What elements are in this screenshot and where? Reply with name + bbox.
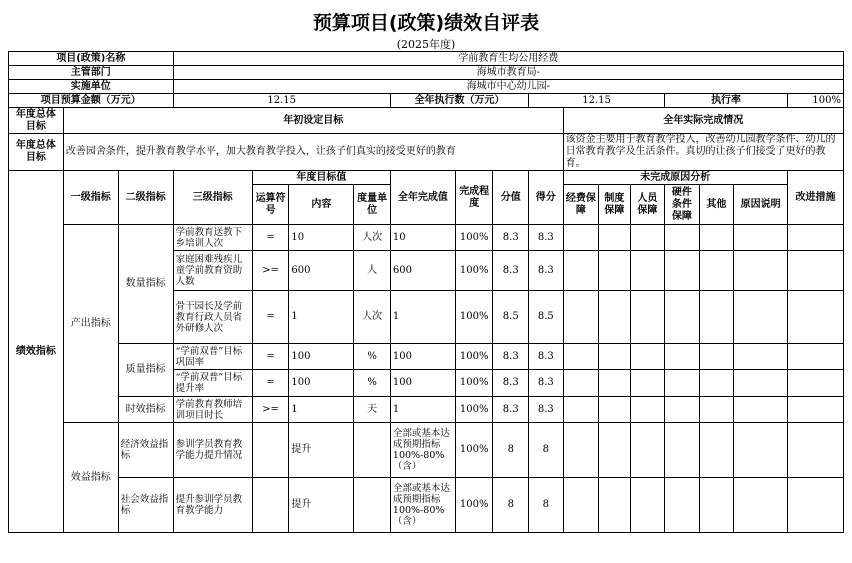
empty-cell <box>630 291 665 344</box>
content-header: 内容 <box>289 185 354 225</box>
empty-cell <box>788 344 844 370</box>
indicator-unit: 人 <box>354 251 391 291</box>
empty-cell <box>734 291 788 344</box>
indicator-full-score: 8.3 <box>493 344 529 370</box>
empty-cell <box>630 397 665 423</box>
group-econ: 经济效益指标 <box>118 423 173 478</box>
unit-header: 度量单位 <box>354 185 391 225</box>
indicator-unit: 人次 <box>354 291 391 344</box>
project-name-value: 学前教育生均公用经费 <box>173 52 843 66</box>
perf-indicator-label: 绩效指标 <box>9 171 64 533</box>
empty-cell <box>734 478 788 533</box>
empty-cell <box>563 370 599 397</box>
empty-cell <box>699 478 734 533</box>
dept-value: 海城市教育局- <box>173 66 843 80</box>
indicator-degree: 100% <box>455 478 493 533</box>
initial-goal-header: 年初设定目标 <box>63 108 563 134</box>
group-quality: 质量指标 <box>118 344 173 397</box>
indicator-score: 8.3 <box>529 344 564 370</box>
indicator-score: 8.3 <box>529 370 564 397</box>
goal-row-label: 年度总体目标 <box>9 134 64 171</box>
indicator-op: = <box>252 344 289 370</box>
group-social: 社会效益指标 <box>118 478 173 533</box>
reason-desc-header: 原因说明 <box>734 185 788 225</box>
level1-header: 一级指标 <box>63 171 118 225</box>
group-quantity: 数量指标 <box>118 225 173 344</box>
indicator-full-score: 8.3 <box>493 225 529 251</box>
empty-cell <box>665 397 700 423</box>
indicator-name: 学前教育教师培训项目时长 <box>173 397 252 423</box>
indicator-content: 提升 <box>289 423 354 478</box>
indicator-full-score: 8.3 <box>493 251 529 291</box>
indicator-content: 1 <box>289 291 354 344</box>
indicator-unit: % <box>354 344 391 370</box>
indicator-name: “学前双普”目标巩固率 <box>173 344 252 370</box>
empty-cell <box>788 397 844 423</box>
empty-cell <box>788 225 844 251</box>
indicator-op <box>252 423 289 478</box>
indicator-value: 10 <box>390 225 455 251</box>
empty-cell <box>734 344 788 370</box>
empty-cell <box>599 478 630 533</box>
indicator-op: = <box>252 291 289 344</box>
indicator-score: 8.3 <box>529 225 564 251</box>
indicator-value: 100 <box>390 344 455 370</box>
indicator-degree: 100% <box>455 370 493 397</box>
full-score-header: 分值 <box>493 171 529 225</box>
indicator-unit <box>354 478 391 533</box>
empty-cell <box>599 291 630 344</box>
empty-cell <box>630 478 665 533</box>
empty-cell <box>699 344 734 370</box>
rate-label: 执行率 <box>665 94 788 108</box>
unit-value: 海城市中心幼儿园- <box>173 80 843 94</box>
indicator-unit: 天 <box>354 397 391 423</box>
budget-value: 12.15 <box>173 94 390 108</box>
indicator-value: 1 <box>390 397 455 423</box>
indicator-score: 8 <box>529 423 564 478</box>
empty-cell <box>630 251 665 291</box>
indicator-full-score: 8 <box>493 478 529 533</box>
empty-cell <box>734 251 788 291</box>
indicator-unit <box>354 423 391 478</box>
indicator-score: 8.5 <box>529 291 564 344</box>
empty-cell <box>563 225 599 251</box>
empty-cell <box>630 423 665 478</box>
rate-value: 100% <box>788 94 844 108</box>
initial-goal-text: 改善园舍条件，提升教育教学水平，加大教育教学投入，让孩子们真实的接受更好的教育 <box>63 134 563 171</box>
indicator-value: 100 <box>390 370 455 397</box>
indicator-unit: % <box>354 370 391 397</box>
level3-header: 三级指标 <box>173 171 252 225</box>
indicator-name: 家庭困难残疾儿童学前教育资助人数 <box>173 251 252 291</box>
indicator-score: 8.3 <box>529 251 564 291</box>
indicator-degree: 100% <box>455 251 493 291</box>
empty-cell <box>699 225 734 251</box>
empty-cell <box>788 370 844 397</box>
indicator-full-score: 8.3 <box>493 370 529 397</box>
empty-cell <box>734 423 788 478</box>
reasons-header: 未完成原因分析 <box>563 171 787 185</box>
empty-cell <box>788 423 844 478</box>
exec-value: 12.15 <box>529 94 665 108</box>
empty-cell <box>699 423 734 478</box>
actual-goal-header: 全年实际完成情况 <box>563 108 843 134</box>
empty-cell <box>599 251 630 291</box>
empty-cell <box>665 370 700 397</box>
budget-label: 项目预算金额（万元） <box>9 94 174 108</box>
indicator-full-score: 8.5 <box>493 291 529 344</box>
indicator-op: = <box>252 225 289 251</box>
empty-cell <box>788 251 844 291</box>
project-name-label: 项目(政策)名称 <box>9 52 174 66</box>
indicator-content: 10 <box>289 225 354 251</box>
empty-cell <box>699 370 734 397</box>
degree-header: 完成程度 <box>455 171 493 225</box>
empty-cell <box>563 423 599 478</box>
group-output: 产出指标 <box>63 225 118 423</box>
empty-cell <box>734 397 788 423</box>
empty-cell <box>665 423 700 478</box>
indicator-full-score: 8.3 <box>493 397 529 423</box>
indicator-op: = <box>252 370 289 397</box>
completed-header: 全年完成值 <box>390 171 455 225</box>
indicator-content: 100 <box>289 344 354 370</box>
improve-header: 改进措施 <box>788 171 844 225</box>
op-header: 运算符号 <box>252 185 289 225</box>
indicator-content: 100 <box>289 370 354 397</box>
empty-cell <box>599 370 630 397</box>
indicator-unit: 人次 <box>354 225 391 251</box>
empty-cell <box>665 291 700 344</box>
empty-cell <box>599 397 630 423</box>
indicator-degree: 100% <box>455 397 493 423</box>
empty-cell <box>734 225 788 251</box>
empty-cell <box>665 344 700 370</box>
indicator-content: 600 <box>289 251 354 291</box>
indicator-op <box>252 478 289 533</box>
actual-goal-text: 该资金主要用于教育教学投入，改善幼儿园教学条件、幼儿的日常教育教学及生活条件。真切的让孩子们接受了更好的教育。 <box>563 134 843 171</box>
indicator-op: >= <box>252 251 289 291</box>
reason-other-header: 其他 <box>699 185 734 225</box>
group-benefit: 效益指标 <box>63 423 118 533</box>
empty-cell <box>665 251 700 291</box>
empty-cell <box>699 291 734 344</box>
indicator-full-score: 8 <box>493 423 529 478</box>
empty-cell <box>599 344 630 370</box>
annual-target-header: 年度目标值 <box>252 171 390 185</box>
empty-cell <box>665 225 700 251</box>
indicator-degree: 100% <box>455 291 493 344</box>
indicator-content: 1 <box>289 397 354 423</box>
indicator-degree: 100% <box>455 423 493 478</box>
dept-label: 主管部门 <box>9 66 174 80</box>
empty-cell <box>699 397 734 423</box>
empty-cell <box>599 423 630 478</box>
indicator-score: 8.3 <box>529 397 564 423</box>
empty-cell <box>788 478 844 533</box>
empty-cell <box>563 291 599 344</box>
empty-cell <box>699 251 734 291</box>
exec-label: 全年执行数（万元） <box>390 94 528 108</box>
indicator-value: 600 <box>390 251 455 291</box>
indicator-value: 1 <box>390 291 455 344</box>
reason-system-header: 制度保障 <box>599 185 630 225</box>
evaluation-table <box>8 51 844 533</box>
empty-cell <box>563 344 599 370</box>
indicator-value: 全部或基本达成预期指标100%-80%（含） <box>390 478 455 533</box>
empty-cell <box>630 370 665 397</box>
indicator-op: >= <box>252 397 289 423</box>
empty-cell <box>599 225 630 251</box>
empty-cell <box>665 478 700 533</box>
goal-header-label: 年度总体目标 <box>9 108 64 134</box>
indicator-score: 8 <box>529 478 564 533</box>
group-time: 时效指标 <box>118 397 173 423</box>
empty-cell <box>563 478 599 533</box>
indicator-name: 骨干园长及学前教育行政人员省外研修人次 <box>173 291 252 344</box>
score-header: 得分 <box>529 171 564 225</box>
reason-fund-header: 经费保障 <box>563 185 599 225</box>
indicator-name: 学前教育送教下乡培训人次 <box>173 225 252 251</box>
empty-cell <box>563 251 599 291</box>
reason-staff-header: 人员保障 <box>630 185 665 225</box>
page-title: 预算项目(政策)绩效自评表 <box>312 12 540 34</box>
unit-label: 实施单位 <box>9 80 174 94</box>
empty-cell <box>788 291 844 344</box>
empty-cell <box>734 370 788 397</box>
indicator-value: 全部或基本达成预期指标100%-80%（含） <box>390 423 455 478</box>
empty-cell <box>630 225 665 251</box>
reason-hardware-header: 硬件条件保障 <box>665 185 700 225</box>
indicator-name: 提升参训学员教育教学能力 <box>173 478 252 533</box>
empty-cell <box>563 397 599 423</box>
empty-cell <box>630 344 665 370</box>
indicator-degree: 100% <box>455 344 493 370</box>
indicator-degree: 100% <box>455 225 493 251</box>
level2-header: 二级指标 <box>118 171 173 225</box>
indicator-name: “学前双普”目标提升率 <box>173 370 252 397</box>
report-year: (2025年度) <box>396 38 456 51</box>
indicator-content: 提升 <box>289 478 354 533</box>
indicator-name: 参训学员教育教学能力提升情况 <box>173 423 252 478</box>
